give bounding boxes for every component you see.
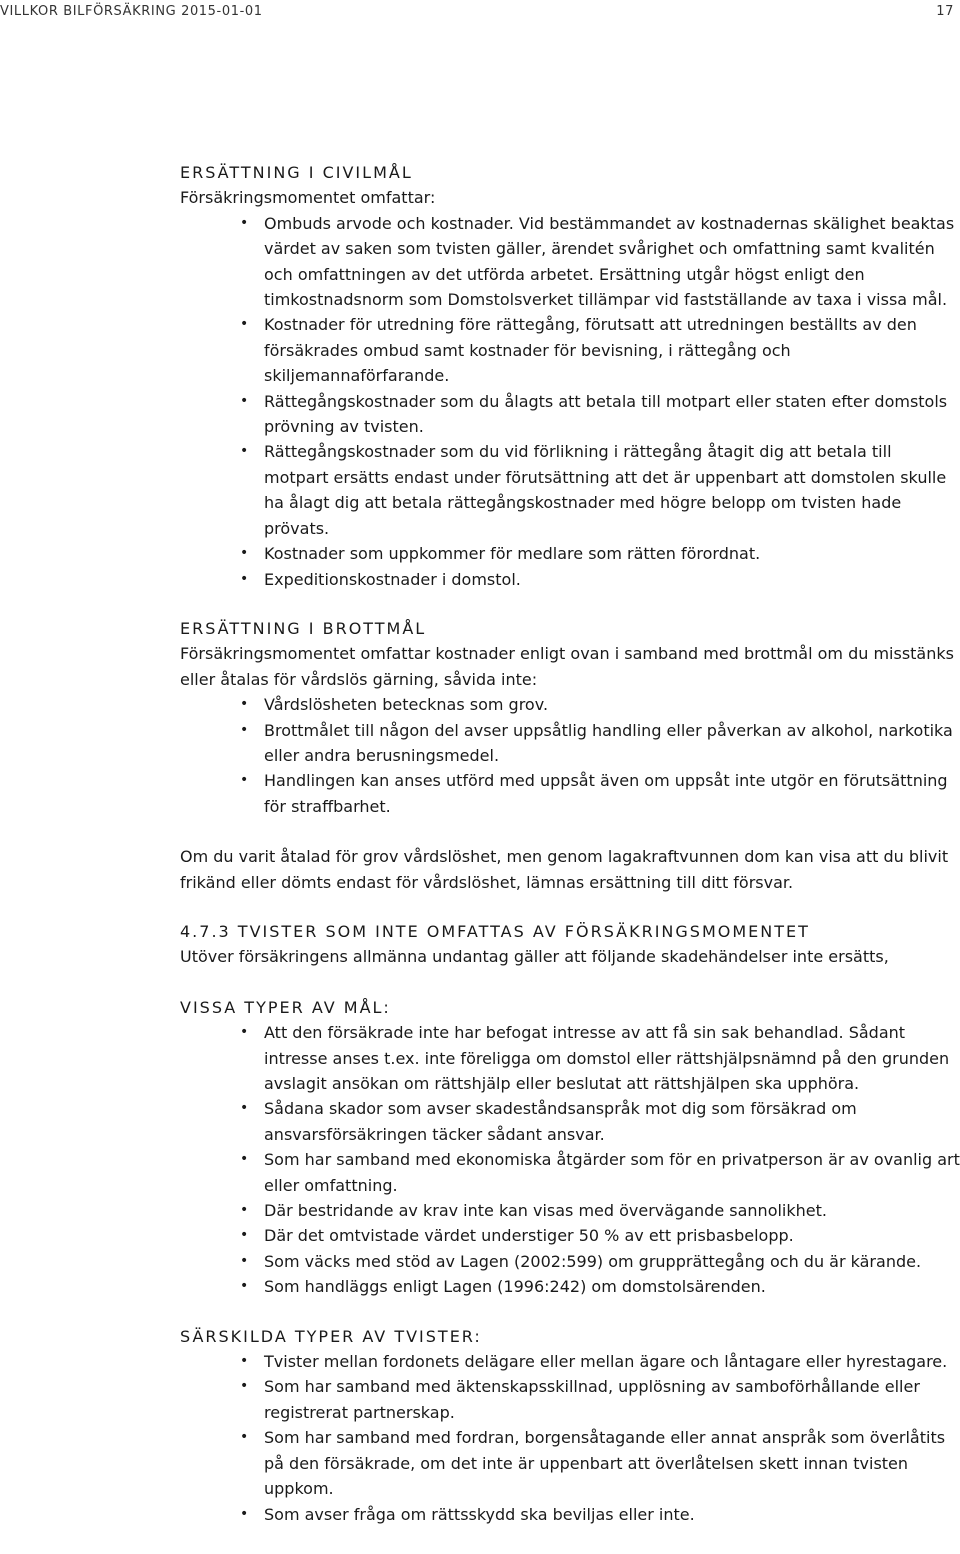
list-item: • Som har samband med fordran, borgensåtagande eller annat anspråk som överlåtits på den försäkrade, om det inte är uppenbart att överlåtelsen skett innan tvisten uppkom. — [264, 1425, 960, 1501]
section-civilmal — [180, 160, 960, 592]
list-item: • Som har samband med äktenskapsskillnad, upplösning av samboförhållande eller registrerat partnerskap. — [264, 1374, 960, 1425]
section-heading: ERSÄTTNING I CIVILMÅL — [180, 163, 413, 182]
list-item: • Där det omtvistade värdet understiger 50 % av ett prisbasbelopp. — [264, 1223, 960, 1248]
section-brottmal — [180, 616, 960, 895]
section-heading: VISSA TYPER AV MÅL: — [180, 997, 391, 1017]
section-intro: Försäkringsmomentet omfattar: — [180, 188, 436, 208]
bullet-list — [180, 1349, 960, 1527]
list-item: • Som handläggs enligt Lagen (1996:242) om domstolsärenden. — [264, 1274, 960, 1299]
list-item: • Där bestridande av krav inte kan visas med övervägande sannolikhet. — [264, 1198, 960, 1223]
bullet-list — [180, 211, 960, 592]
list-item: • Handlingen kan anses utförd med uppsåt även om uppsåt inte utgör en förutsättning för straffbarhet. — [264, 768, 960, 819]
section-intro: Försäkringsmomentet omfattar kostnader enligt ovan i samband med brottmål om du misstänks eller åtalas för vårdslös gärning, såvida inte: — [180, 644, 954, 689]
page-header — [0, 4, 960, 22]
section-vissa-typer — [180, 995, 960, 1300]
list-item: • Som avser fråga om rättsskydd ska beviljas eller inte. — [264, 1502, 960, 1527]
bullet-list — [180, 1020, 960, 1299]
section-sarskilda-typer — [180, 1324, 960, 1527]
list-item: • Rättegångskostnader som du vid förlikning i rättegång åtagit dig att betala till motpart ersätts endast under förutsättning att det är uppenbart att domstolen skulle ha ålagt dig att betala rättegångskostnader med högre belopp om tvisten hade prövats. — [264, 439, 960, 541]
list-item: • Expeditionskostnader i domstol. — [264, 567, 960, 592]
list-item: • Vårdslösheten betecknas som grov. — [264, 692, 960, 717]
section-intro: Utöver försäkringens allmänna undantag gäller att följande skadehändelser inte ersätts, — [180, 947, 889, 967]
list-item: • Kostnader för utredning före rättegång, förutsatt att utredningen beställts av den försäkrades ombud samt kostnader för bevisning, i rättegång och skiljemannaförfarande. — [264, 312, 960, 388]
page-number: 17 — [936, 4, 954, 19]
list-item: • Som har samband med ekonomiska åtgärder som för en privatperson är av ovanlig art eller omfattning. — [264, 1147, 960, 1198]
section-heading: SÄRSKILDA TYPER AV TVISTER: — [180, 1326, 482, 1346]
list-item: • Kostnader som uppkommer för medlare som rätten förordnat. — [264, 541, 960, 566]
bullet-list — [180, 692, 960, 819]
list-item: • Brottmålet till någon del avser uppsåtlig handling eller påverkan av alkohol, narkotika eller andra berusningsmedel. — [264, 718, 960, 769]
list-item: • Rättegångskostnader som du ålagts att betala till motpart eller staten efter domstols prövning av tvisten. — [264, 389, 960, 440]
page-content — [180, 160, 960, 1527]
document-title: VILLKOR BILFÖRSÄKRING 2015-01-01 — [0, 4, 263, 19]
list-item: • Sådana skador som avser skadeståndsanspråk mot dig som försäkrad om ansvarsförsäkringen täcker sådant ansvar. — [264, 1096, 960, 1147]
list-item: • Tvister mellan fordonets delägare eller mellan ägare och låntagare eller hyrestagare. — [264, 1349, 960, 1374]
list-item: • Att den försäkrade inte har befogat intresse av att få sin sak behandlad. Sådant intresse anses t.ex. inte föreligga om domstol eller rättshjälpsnämnd på den grunden avslagit ansökan om rättshjälp eller beslutat att rättshjälpen ska upphöra. — [264, 1020, 960, 1096]
section-note: Om du varit åtalad för grov vårdslöshet, men genom lagakraftvunnen dom kan visa att du blivit frikänd eller dömts endast för vårdslöshet, lämnas ersättning till ditt försvar. — [180, 847, 949, 892]
list-item: • Ombuds arvode och kostnader. Vid bestämmandet av kostnadernas skälighet beaktas värdet av saken som tvisten gäller, ärendet svårighet och omfattning samt kvalitén och omfattningen av det utförda arbetet. Ersättning utgår högst enligt den timkostnadsnorm som Domstolsverket tillämpar vid fastställande av taxa i vissa mål. — [264, 211, 960, 313]
section-heading: ERSÄTTNING I BROTTMÅL — [180, 618, 427, 638]
section-4-7-3 — [180, 919, 960, 970]
list-item: • Som väcks med stöd av Lagen (2002:599) om grupprättegång och du är kärande. — [264, 1249, 960, 1274]
section-heading: 4.7.3 TVISTER SOM INTE OMFATTAS AV FÖRSÄKRINGSMOMENTET — [180, 921, 810, 941]
